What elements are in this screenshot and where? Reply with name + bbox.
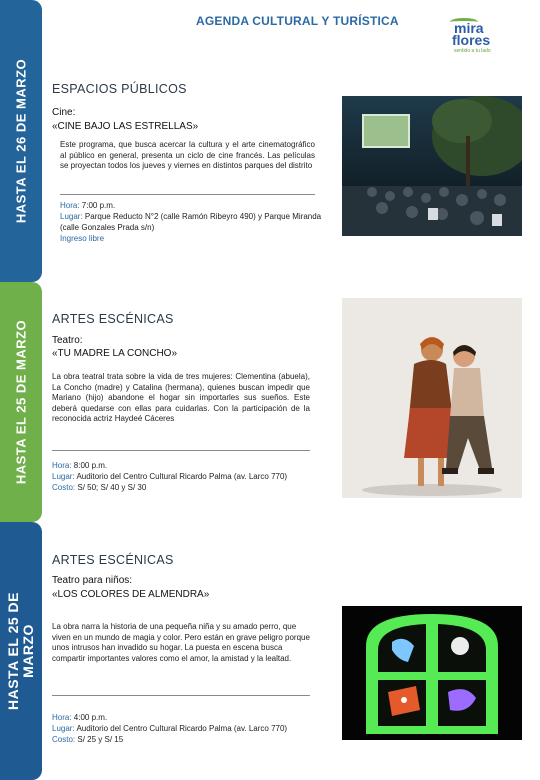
costo-label: Costo:: [52, 735, 76, 744]
date-label-3-line2: MARZO: [20, 624, 36, 678]
logo-text-line2: flores: [452, 32, 491, 48]
date-label-1: HASTA EL 26 DE MARZO: [13, 58, 29, 224]
event-3-hora: [52, 712, 327, 723]
event-1-description: Este programa, que busca acercar la cultura y el arte cinematográfico al público en general, presenta un ciclo de cine francés. Las películas se proyectan todos los jueves y viernes en distintos parques del distrito: [60, 140, 315, 171]
event-3-name: «LOS COLORES DE ALMENDRA»: [52, 589, 210, 600]
hora-label: Hora:: [52, 713, 72, 722]
event-1-entrada: Ingreso libre: [60, 234, 105, 243]
event-2-hora: [52, 460, 327, 471]
hora-label: Hora:: [52, 461, 72, 470]
event-1-info: [60, 200, 322, 244]
logo-slogan: sentido a tu lado: [454, 48, 491, 54]
hora-value: 7:00 p.m.: [81, 201, 116, 210]
event-2-type: Teatro:: [52, 335, 83, 346]
event-1-name: «CINE BAJO LAS ESTRELLAS»: [52, 121, 199, 132]
costo-value: S/ 25 y S/ 15: [77, 735, 124, 744]
event-1-lugar: [60, 211, 322, 233]
date-label-3: [6, 592, 36, 710]
lugar-label: Lugar:: [60, 212, 83, 221]
date-label-2: HASTA EL 25 DE MARZO: [13, 319, 29, 485]
outdoor-cinema-photo: [342, 96, 522, 236]
event-3-divider: [52, 695, 310, 696]
event-2-description: La obra teatral trata sobre la vida de tres mujeres: Clementina (abuela), La Concho (madre) y Catalina (hermana), quienes buscan impedir que Mariano (hijo) abandone el hogar sin importarles sus sueños. Este deberá quedarse con ellas para cuidarlas. Con la participación de la reconocida actriz Haydeé Cáceres: [52, 372, 310, 424]
event-3-lugar: [52, 723, 327, 734]
date-sidebar-1: [0, 0, 42, 282]
lugar-label: Lugar:: [52, 724, 75, 733]
event-3-type: Teatro para niños:: [52, 575, 133, 586]
miraflores-logo: [446, 14, 506, 62]
event-3-description: La obra narra la historia de una pequeña niña y su amado perro, que viven en un mundo de magia y color. Pero están en grave peligro porque unos intrusos han invadido su hogar. La puesta en escena busca compartir importantes valores como el amor, la amistad y la lealtad.: [52, 622, 310, 663]
event-2-name: «TU MADRE LA CONCHO»: [52, 348, 178, 359]
hora-label: Hora:: [60, 201, 80, 210]
hora-value: 4:00 p.m.: [73, 713, 108, 722]
lugar-value: Parque Reducto N°2 (calle Ramón Ribeyro 490) y Parque Miranda (calle Gonzales Prada s/n): [60, 212, 322, 232]
logo-text-line1: mira: [454, 20, 484, 36]
date-label-3-line1: HASTA EL 25 DE: [5, 592, 21, 710]
event-1-divider: [60, 194, 315, 195]
theatre-actors-photo: [342, 298, 522, 498]
section-title-1: ESPACIOS PÚBLICOS: [52, 82, 187, 96]
section-title-3: ARTES ESCÉNICAS: [52, 553, 174, 567]
costo-label: Costo:: [52, 483, 76, 492]
event-2-divider: [52, 450, 310, 451]
event-2-lugar: [52, 471, 327, 482]
event-2-costo: [52, 482, 327, 493]
date-sidebar-3: [0, 522, 42, 780]
lugar-value: Auditorio del Centro Cultural Ricardo Palma (av. Larco 770): [76, 724, 288, 733]
event-3-costo: [52, 734, 327, 745]
hora-value: 8:00 p.m.: [73, 461, 108, 470]
event-1-type: Cine:: [52, 107, 76, 118]
lugar-label: Lugar:: [52, 472, 75, 481]
event-3-info: [52, 712, 327, 745]
section-title-2: ARTES ESCÉNICAS: [52, 312, 174, 326]
lugar-value: Auditorio del Centro Cultural Ricardo Palma (av. Larco 770): [76, 472, 288, 481]
glowing-window-puppet-photo: [342, 606, 522, 740]
date-sidebar-2: [0, 282, 42, 522]
costo-value: S/ 50; S/ 40 y S/ 30: [77, 483, 147, 492]
event-1-hora: [60, 200, 322, 211]
event-2-info: [52, 460, 327, 493]
page-title: AGENDA CULTURAL Y TURÍSTICA: [196, 14, 399, 28]
